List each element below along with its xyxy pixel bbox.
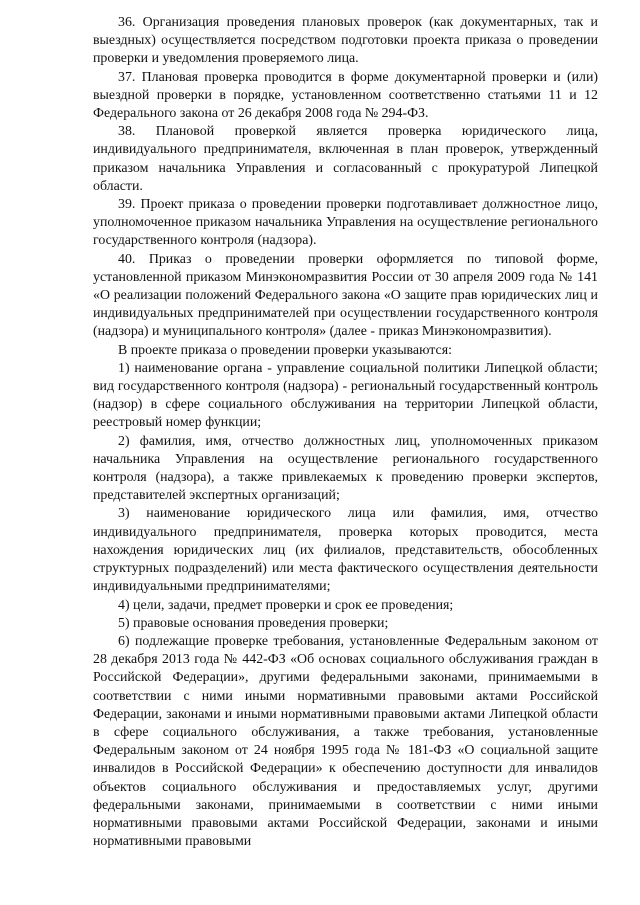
paragraph-36: 36. Организация проведения плановых проверок (как документарных, так и выездных) осуществляется посредством подготовки проекта приказа о проведении проверки и уведомления проверяемого лица.: [93, 15, 598, 67]
list-item-6: 6) подлежащие проверке требования, установленные Федеральным законом от 28 декабря 2013 года № 442-ФЗ «Об основах социального обслуживания граждан в Российской Федерации», другими федеральными законами, принимаемыми в соответствии с ними иными нормативными правовыми актами Российской Федерации, законами и иными нормативными правовыми актами Липецкой области в сфере социального обслуживания, а также требования, установленные Федеральным законом от 24 ноября 1995 года № 181-ФЗ «О социальной защите инвалидов в Российской Федерации» к обеспечению доступности для инвалидов объектов социального обслуживания и предоставляемых услуг, другими федеральными законами, принимаемыми в соответствии с ними иными нормативными правовыми актами Российской Федерации, законами и иными нормативными правовыми: [93, 633, 598, 850]
paragraph-39: 39. Проект приказа о проведении проверки подготавливает должностное лицо, уполномоченное приказом начальника Управления на осуществление регионального государственного контроля (надзора).: [93, 197, 598, 249]
list-item-1: 1) наименование органа - управление социальной политики Липецкой области; вид государственного контроля (надзора) - региональный государственный контроль (надзор) в сфере социального обслуживания на территории Липецкой области, реестровый номер функции;: [93, 360, 598, 431]
list-intro: В проекте приказа о проведении проверки указываются:: [118, 342, 452, 358]
paragraph-37: 37. Плановая проверка проводится в форме документарной проверки и (или) выездной проверки в порядке, установленном соответственно статьями 11 и 12 Федерального закона от 26 декабря 2008 года № 294-ФЗ.: [93, 69, 598, 122]
paragraph-40: 40. Приказ о проведении проверки оформляется по типовой форме, установленной приказом Минэкономразвития России от 30 апреля 2009 года № 141 «О реализации положений Федерального закона «О защите прав юридических лиц и индивидуальных предпринимателей при осуществлении государственного контроля (надзора) и муниципального контроля» (далее - приказ Минэкономразвития).: [93, 251, 598, 340]
document-page: [93, 14, 598, 851]
list-item-3: 3) наименование юридического лица или фамилия, имя, отчество индивидуального предпринимателя, проверка которых проводится, места нахождения юридических лиц (их филиалов, представительств, обособленных структурных подразделений) или места фактического осуществления деятельности индивидуальными предпринимателями;: [93, 506, 598, 595]
list-item-2: 2) фамилия, имя, отчество должностных лиц, уполномоченных приказом начальника Управления на осуществление регионального государственного контроля (надзора), а также привлекаемых к проведению проверки экспертов, представителей экспертных организаций;: [93, 433, 598, 504]
list-item-4: 4) цели, задачи, предмет проверки и срок ее проведения;: [118, 597, 454, 613]
paragraph-38: 38. Плановой проверкой является проверка юридического лица, индивидуального предпринимателя, включенная в план проверок, утвержденный приказом начальника Управления и согласованный с прокуратурой Липецкой области.: [93, 124, 598, 194]
list-item-5: 5) правовые основания проведения проверки;: [118, 615, 389, 631]
